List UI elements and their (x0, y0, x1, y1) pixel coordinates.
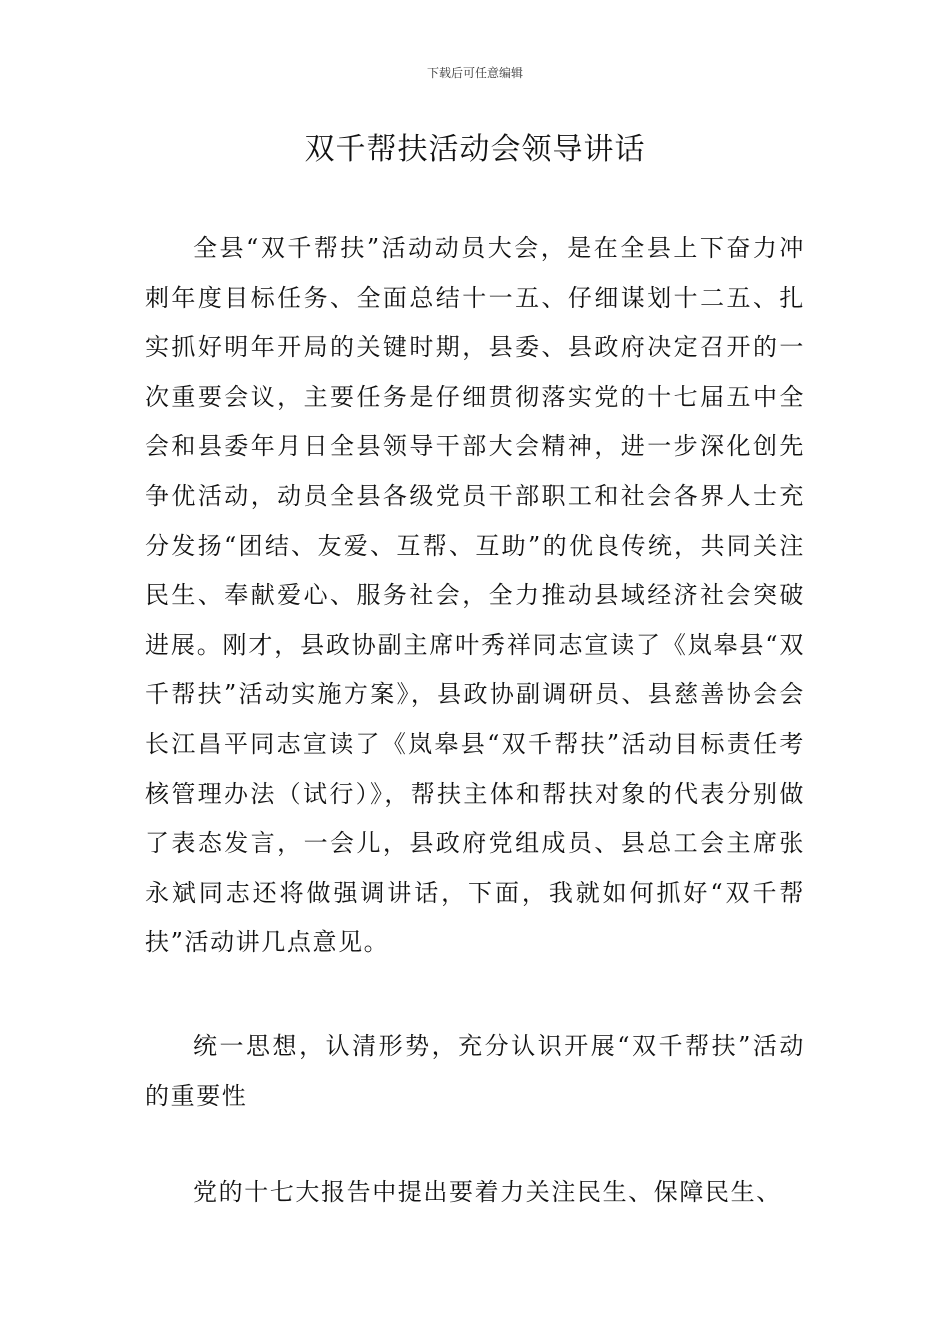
header-note: 下载后可任意编辑 (426, 66, 523, 80)
paragraph-intro: 全县“双千帮扶”活动动员大会，是在全县上下奋力冲刺年度目标任务、全面总结十一五、仔细谋划十二五、扎实抓好明年开局的关键时期，县委、县政府决定召开的一次重要会议，主要任务是仔细贯彻落实党的十七届五中全会和县委年月日全县领导干部大会精神，进一步深化创先争优活动，动员全县各级党员干部职工和社会各界人士充分发扬“团结、友爱、互帮、互助”的优良传统，共同关注民生、奉献爱心、服务社会，全力推动县域经济社会突破进展。刚才，县政协副主席叶秀祥同志宣读了《岚皋县“双千帮扶”活动实施方案》，县政协副调研员、县慈善协会会长江昌平同志宣读了《岚皋县“双千帮扶”活动目标责任考核管理办法（试行）》，帮扶主体和帮扶对象的代表分别做了表态发言，一会儿，县政府党组成员、县总工会主席张永斌同志还将做强调讲话，下面，我就如何抓好“双千帮扶”活动讲几点意见。 (145, 234, 805, 957)
section-heading: 统一思想，认清形势，充分认识开展“双千帮扶”活动的重要性 (145, 1032, 805, 1110)
paragraph-continued: 党的十七大报告中提出要着力关注民生、保障民生、 (193, 1178, 782, 1206)
document-title: 双千帮扶活动会领导讲话 (304, 132, 646, 167)
